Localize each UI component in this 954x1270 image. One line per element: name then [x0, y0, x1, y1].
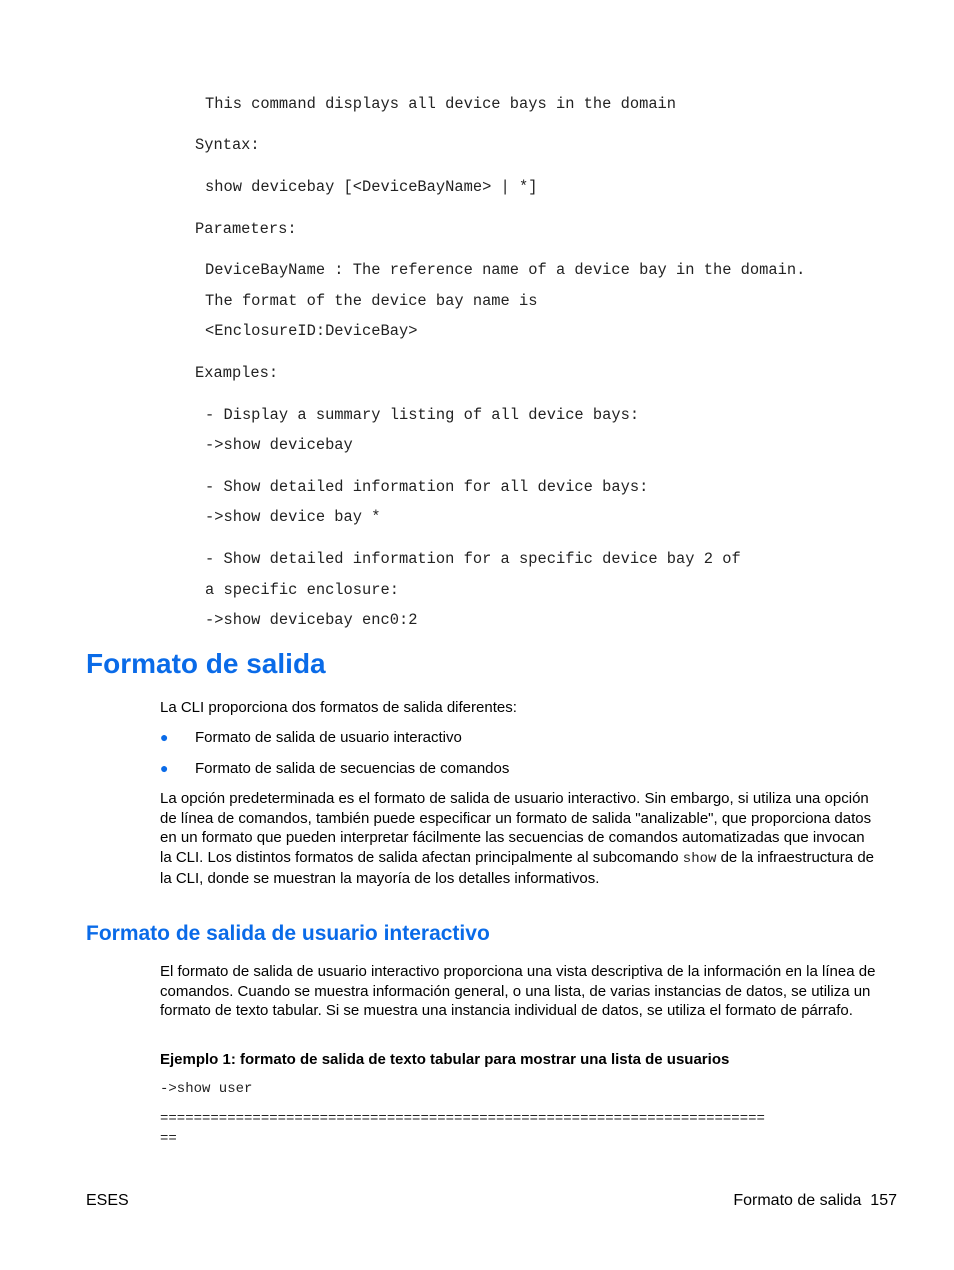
example-1-cmd: ->show devicebay [205, 436, 353, 454]
page-number: 157 [870, 1192, 897, 1209]
example-1-desc: - Display a summary listing of all device bays: [205, 406, 640, 424]
section-heading-interactive-format: Formato de salida de usuario interactivo [86, 922, 490, 945]
example-2-desc: - Show detailed information for all device bays: [205, 478, 649, 496]
syntax-line: show devicebay [<DeviceBayName> | *] [205, 178, 538, 196]
bullet-icon: ● [160, 729, 169, 745]
separator-line-1: ======================================================================== [160, 1111, 765, 1127]
syntax-label: Syntax: [195, 136, 260, 154]
example-3-desc-1: - Show detailed information for a specific device bay 2 of [205, 550, 741, 568]
paragraph-text-2: de la infraestructura de la CLI, donde se muestran la mayoría de los detalles informativos. [160, 848, 874, 887]
bullet-item-1: Formato de salida de usuario interactivo [195, 729, 462, 746]
code-desc: This command displays all device bays in the domain [205, 95, 677, 113]
section1-intro: La CLI proporciona dos formatos de salida diferentes: [160, 699, 517, 716]
bullet-item-2: Formato de salida de secuencias de comandos [195, 760, 510, 777]
example-command: ->show user [160, 1081, 253, 1097]
paragraph-text-1: La opción predeterminada es el formato de salida de usuario interactivo. Sin embargo, si utiliza una opción de línea de comandos, también puede especificar un formato de salida "analizable", que proporciona datos en un formato que pueden interpretar fácilmente las secuencias de comandos automatizadas que invocan la CLI. Los distintos formatos de salida afectan principalmente al subcomando [160, 790, 872, 866]
param-line-2: The format of the device bay name is [205, 292, 538, 310]
example-2-cmd: ->show device bay * [205, 508, 381, 526]
section-heading-output-format: Formato de salida [86, 648, 326, 679]
section1-paragraph [160, 789, 876, 889]
separator-line-2: == [160, 1131, 177, 1147]
footer-section-label: Formato de salida [733, 1192, 862, 1209]
example-3-desc-2: a specific enclosure: [205, 581, 399, 599]
bullet-icon: ● [160, 760, 169, 776]
example-3-cmd: ->show devicebay enc0:2 [205, 611, 418, 629]
parameters-label: Parameters: [195, 220, 297, 238]
example-title: Ejemplo 1: formato de salida de texto tabular para mostrar una lista de usuarios [160, 1051, 730, 1068]
section2-paragraph: El formato de salida de usuario interactivo proporciona una vista descriptiva de la información en la línea de comandos. Cuando se muestra información general, o una lista, de varias instancias de datos, se utiliza un formato de texto tabular. Si se muestra una instancia individual de datos, se utiliza el formato de párrafo. [160, 963, 876, 1019]
param-line-1: DeviceBayName : The reference name of a device bay in the domain. [205, 261, 806, 279]
inline-code-show: show [682, 850, 717, 867]
param-line-3: <EnclosureID:DeviceBay> [205, 322, 418, 340]
footer-locale: ESES [86, 1192, 129, 1209]
examples-label: Examples: [195, 364, 279, 382]
footer-right [733, 1192, 897, 1210]
